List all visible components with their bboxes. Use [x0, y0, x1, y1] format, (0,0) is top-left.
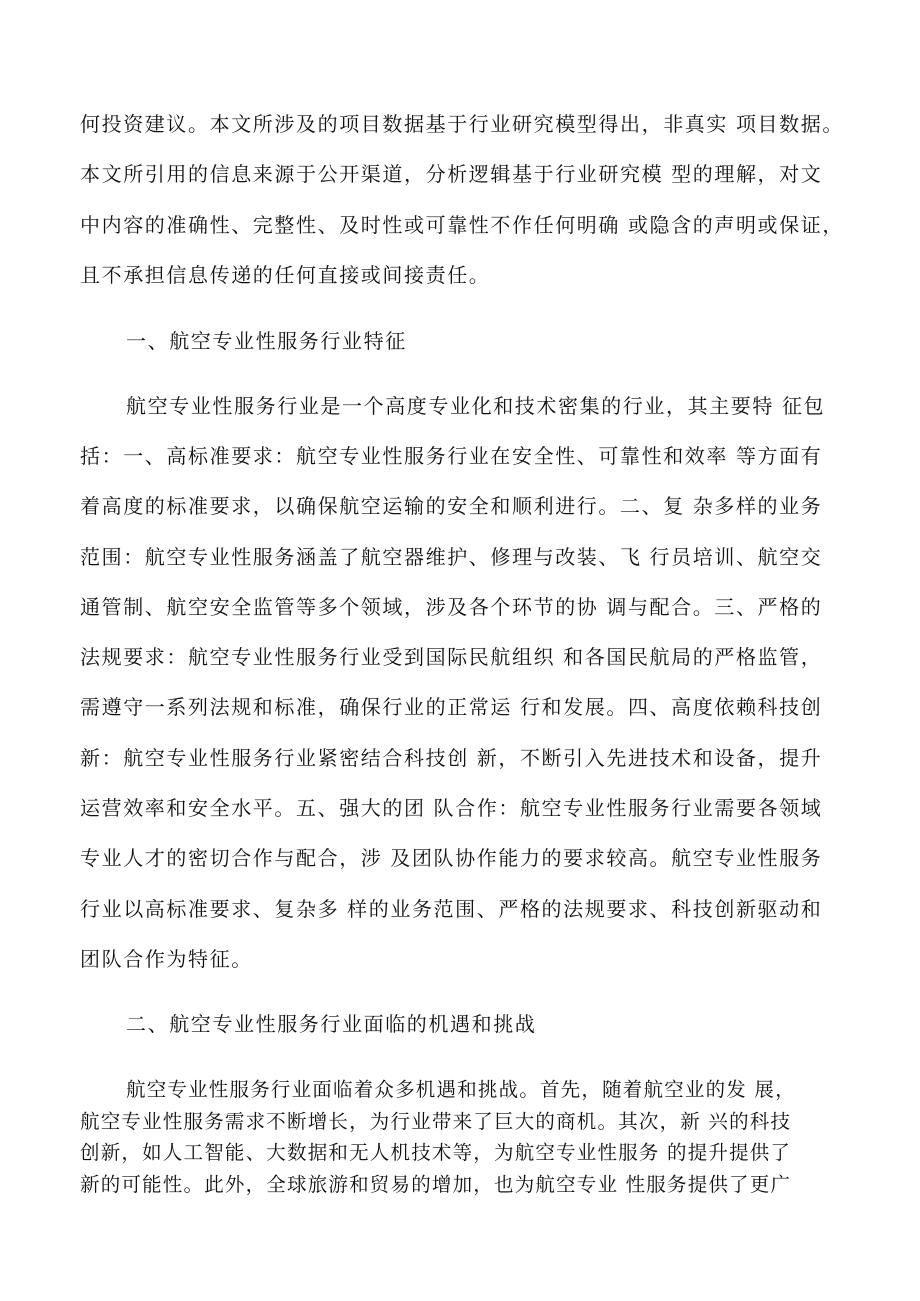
intro-line-3: 中内容的准确性、完整性、及时性或可靠性不作任何明确 或隐含的声明或保证， — [80, 213, 844, 237]
paragraph-1-line-2: 括：一、高标准要求：航空专业性服务行业在安全性、可靠性和效率 等方面有 — [80, 444, 823, 468]
paragraph-2-line-4: 新的可能性。此外，全球旅游和贸易的增加，也为航空专业 性服务提供了更广 — [80, 1173, 792, 1196]
paragraph-1-line-3: 着高度的标准要求，以确保航空运输的安全和顺利进行。二、复 杂多样的业务 — [80, 494, 823, 518]
paragraph-2-line-1: 航空专业性服务行业面临着众多机遇和挑战。首先，随着航空业的发 展， — [126, 1078, 796, 1101]
paragraph-1-line-1: 航空专业性服务行业是一个高度专业化和技术密集的行业，其主要特 征包 — [126, 394, 826, 418]
paragraph-1-line-10: 专业人才的密切合作与配合，涉 及团队协作能力的要求较高。航空专业性服务 — [80, 846, 823, 870]
paragraph-1-line-6: 法规要求：航空专业性服务行业受到国际民航组织 和各国民航局的严格监管， — [80, 645, 823, 669]
paragraph-2-line-2: 航空专业性服务需求不断增长，为行业带来了巨大的商机。其次，新 兴的科技 — [80, 1110, 792, 1133]
intro-line-4: 且不承担信息传递的任何直接或间接责任。 — [80, 263, 491, 287]
paragraph-1-line-9: 运营效率和安全水平。五、强大的团 队合作：航空专业性服务行业需要各领域 — [80, 796, 823, 820]
paragraph-1-line-8: 新：航空专业性服务行业紧密结合科技创 新，不断引入先进技术和设备，提升 — [80, 746, 823, 770]
paragraph-1-line-7: 需遵守一系列法规和标准，确保行业的正常运 行和发展。四、高度依赖科技创 — [80, 695, 823, 719]
paragraph-2-line-3: 创新，如人工智能、大数据和无人机技术等，为航空专业性服务 的提升提供了 — [80, 1141, 792, 1164]
intro-line-2: 本文所引用的信息来源于公开渠道，分析逻辑基于行业研究模 型的理解，对文 — [80, 162, 823, 186]
paragraph-1-line-4: 范围：航空专业性服务涵盖了航空器维护、修理与改装、飞 行员培训、航空交 — [80, 545, 823, 569]
section-heading-1: 一、航空专业性服务行业特征 — [126, 329, 407, 353]
paragraph-1-line-5: 通管制、航空安全监管等多个领域，涉及各个环节的协 调与配合。三、严格的 — [80, 595, 823, 619]
section-heading-2: 二、航空专业性服务行业面临的机遇和挑战 — [126, 1012, 537, 1036]
paragraph-1-line-11: 行业以高标准要求、复杂多 样的业务范围、严格的法规要求、科技创新驱动和 — [80, 897, 823, 921]
paragraph-1-line-12: 团队合作为特征。 — [80, 947, 253, 971]
intro-line-1: 何投资建议。本文所涉及的项目数据基于行业研究模型得出，非真实 项目数据。 — [80, 112, 844, 136]
